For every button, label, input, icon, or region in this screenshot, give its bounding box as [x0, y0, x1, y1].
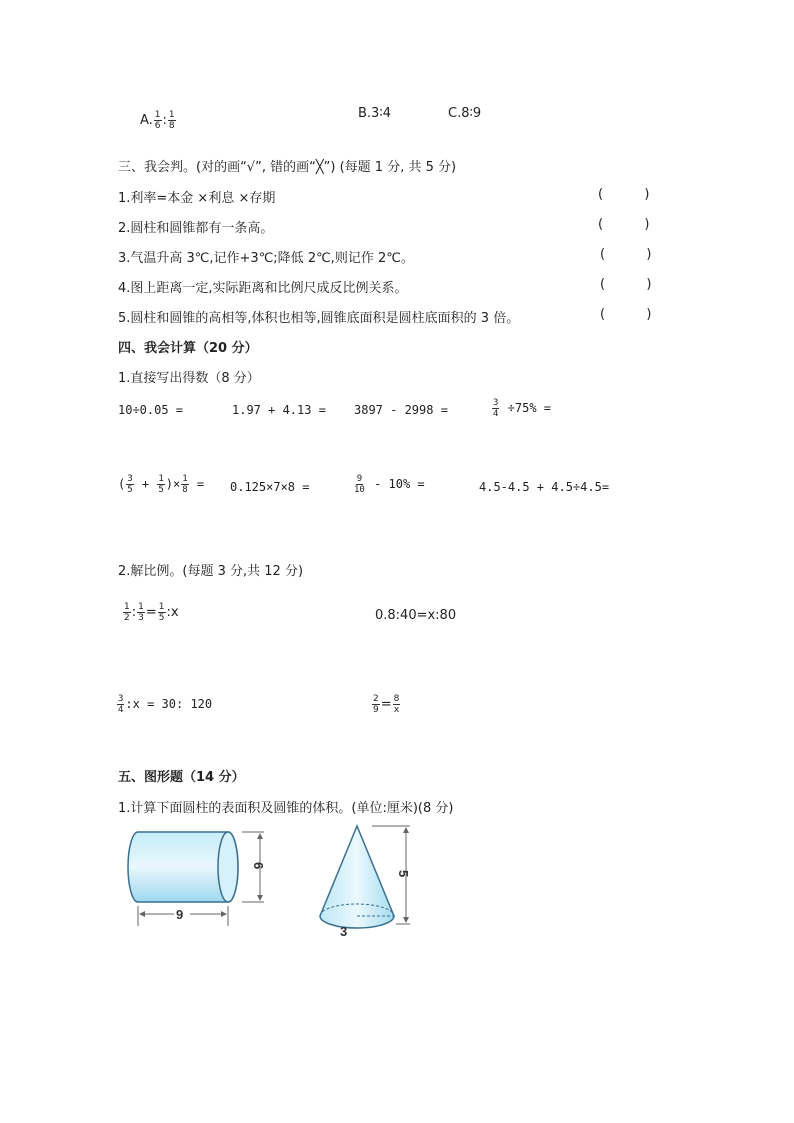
judge-item-1: 1.利率=本金 ×利息 ×存期 [118, 191, 276, 206]
calc-3: 3897 - 2998 = [354, 403, 448, 417]
section4-sub2: 2.解比例。(每题 3 分,共 12 分) [118, 564, 304, 579]
calc-5-fraction-2: $\frac{1}{5}$ [158, 474, 164, 495]
calc-7 [352, 474, 425, 495]
calc-2: 1.97 + 4.13 = [232, 403, 326, 417]
calc-5-open: ( [118, 477, 126, 491]
judge-item-4: 4.图上距离一定,实际距离和比例尺成反比例关系。 [118, 281, 408, 296]
calc-4 [491, 398, 551, 419]
proportion-4-fraction-2: $\frac{8}{x}$ [393, 694, 400, 715]
cylinder-height-arrowhead-bottom [257, 895, 263, 901]
calc-6: 0.125×7×8 = [230, 480, 310, 494]
cone-height-arrowhead-bottom [403, 917, 409, 923]
section4-title: 四、我会计算（20 分） [118, 341, 258, 356]
cylinder-height-arrowhead-top [257, 833, 263, 839]
cone-body [320, 826, 394, 928]
proportion-2: 0.8:40=x:80 [375, 608, 457, 623]
section5-sub1: 1.计算下面圆柱的表面积及圆锥的体积。(单位:厘米)(8 分) [118, 801, 454, 816]
judge-item-2: 2.圆柱和圆锥都有一条高。 [118, 221, 274, 236]
choice-c: C.8∶9 [448, 106, 482, 121]
proportion-4-fraction-1: $\frac{2}{9}$ [373, 694, 379, 715]
calc-4-rest: ÷75% = [500, 401, 551, 415]
proportion-1-fraction-3: $\frac{1}{5}$ [158, 602, 165, 623]
calc-5-end: = [189, 477, 205, 491]
calc-5-plus: + [134, 477, 157, 491]
proportion-4 [371, 694, 401, 715]
choice-a [140, 110, 177, 131]
calc-5-fraction-3: $\frac{1}{8}$ [182, 474, 188, 495]
cylinder-figure [118, 822, 278, 942]
judge-answer-4[interactable]: ( ) [600, 277, 652, 292]
proportion-4-eq: = [380, 697, 392, 712]
judge-answer-1[interactable]: ( ) [598, 187, 650, 202]
cone-radius-label: 3 [340, 924, 348, 939]
calc-7-rest: - 10% = [366, 477, 425, 491]
section3-title: 三、我会判。(对的画“√”, 错的画“╳”) (每题 1 分, 共 5 分) [118, 160, 457, 175]
cone-figure [312, 820, 432, 945]
calc-4-fraction: $\frac{3}{4}$ [493, 398, 499, 419]
choice-a-fraction-2: $\frac{1}{8}$ [168, 110, 175, 131]
cone-height-arrowhead-top [403, 827, 409, 833]
cylinder-right-face [218, 832, 238, 902]
cone-height-label: 5 [396, 870, 411, 878]
choice-a-fraction-1: $\frac{1}{6}$ [154, 110, 161, 131]
proportion-1-fraction-1: $\frac{1}{2}$ [124, 602, 130, 623]
cylinder-length-label: 9 [176, 907, 184, 922]
proportion-1-eq: = [145, 605, 157, 620]
section4-sub1: 1.直接写出得数（8 分） [118, 371, 260, 386]
judge-answer-2[interactable]: ( ) [598, 217, 650, 232]
proportion-1 [122, 602, 179, 623]
judge-item-5: 5.圆柱和圆锥的高相等,体积也相等,圆锥底面积是圆柱底面积的 3 倍。 [118, 311, 520, 326]
section5-title: 五、图形题（14 分） [118, 770, 245, 785]
proportion-1-sep: : [131, 605, 137, 620]
choice-a-separator: : [162, 113, 167, 128]
cylinder-height-label: 6 [251, 862, 266, 870]
proportion-3-fraction: $\frac{3}{4}$ [118, 694, 124, 715]
proportion-3-rest: :x = 30: 120 [125, 697, 213, 711]
proportion-1-end: :x [166, 605, 179, 620]
judge-answer-5[interactable]: ( ) [600, 307, 652, 322]
calc-7-fraction: $\frac{9}{10}$ [354, 474, 365, 495]
proportion-3 [116, 694, 212, 715]
judge-answer-3[interactable]: ( ) [600, 247, 652, 262]
calc-5-fraction-1: $\frac{3}{5}$ [127, 474, 133, 495]
cylinder-length-arrowhead-right [221, 911, 227, 917]
judge-item-3: 3.气温升高 3℃,记作+3℃;降低 2℃,则记作 2℃。 [118, 251, 414, 266]
cylinder-length-arrowhead-left [139, 911, 145, 917]
calc-8: 4.5-4.5 + 4.5÷4.5= [479, 480, 610, 494]
choice-a-prefix: A. [140, 113, 153, 128]
proportion-1-fraction-2: $\frac{1}{3}$ [138, 602, 144, 623]
choice-b: B.3∶4 [358, 106, 391, 121]
calc-5 [118, 474, 204, 495]
calc-5-mid: )× [165, 477, 181, 491]
calc-1: 10÷0.05 = [118, 403, 184, 417]
